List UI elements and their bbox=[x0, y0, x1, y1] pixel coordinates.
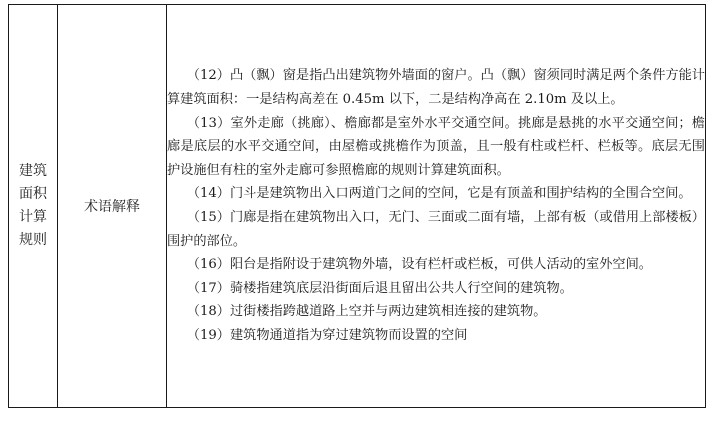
term-paragraph-12: （12）凸（飘）窗是指凸出建筑物外墙面的窗户。凸（飘）窗须同时满足两个条件方能计算建筑面积：一是结构高差在 0.45m 以下，二是结构净高在 2.10m 及以上。 bbox=[167, 68, 705, 108]
category-label: 建筑面积计算规则 bbox=[19, 163, 47, 248]
term-paragraph-14: （14）门斗是建筑物出入口两道门之间的空间，它是有顶盖和围护结构的全围合空间。 bbox=[186, 186, 692, 202]
term-paragraph-17: （17）骑楼指建筑底层沿街面后退且留出公共人行空间的建筑物。 bbox=[186, 280, 573, 296]
table-row bbox=[9, 5, 706, 408]
category-cell bbox=[9, 5, 58, 408]
subcategory-label: 术语解释 bbox=[84, 198, 140, 215]
term-paragraph-18: （18）过街楼指跨越道路上空并与两边建筑相连接的建筑物。 bbox=[186, 304, 547, 320]
term-paragraph-16: （16）阳台是指附设于建筑物外墙，设有栏杆或栏板，可供人活动的室外空间。 bbox=[186, 257, 652, 273]
rules-table bbox=[8, 4, 706, 408]
term-paragraph-13: （13）室外走廊（挑廊）、檐廊都是室外水平交通空间。挑廊是悬挑的水平交通空间；檐廊是底层的水平交通空间，由屋檐或挑檐作为顶盖，且一般有柱或栏杆、栏板等。底层无围护设施但有柱的室外走廊可参照檐廊的规则计算建筑面积。 bbox=[167, 115, 705, 178]
term-paragraph-15: （15）门廊是指在建筑物出入口，无门、三面或二面有墙，上部有板（或借用上部楼板）围护的部位。 bbox=[167, 210, 705, 249]
term-paragraph-19: （19）建筑物通道指为穿过建筑物而设置的空间 bbox=[186, 327, 468, 343]
content-cell bbox=[167, 5, 706, 408]
subcategory-cell bbox=[58, 5, 167, 408]
